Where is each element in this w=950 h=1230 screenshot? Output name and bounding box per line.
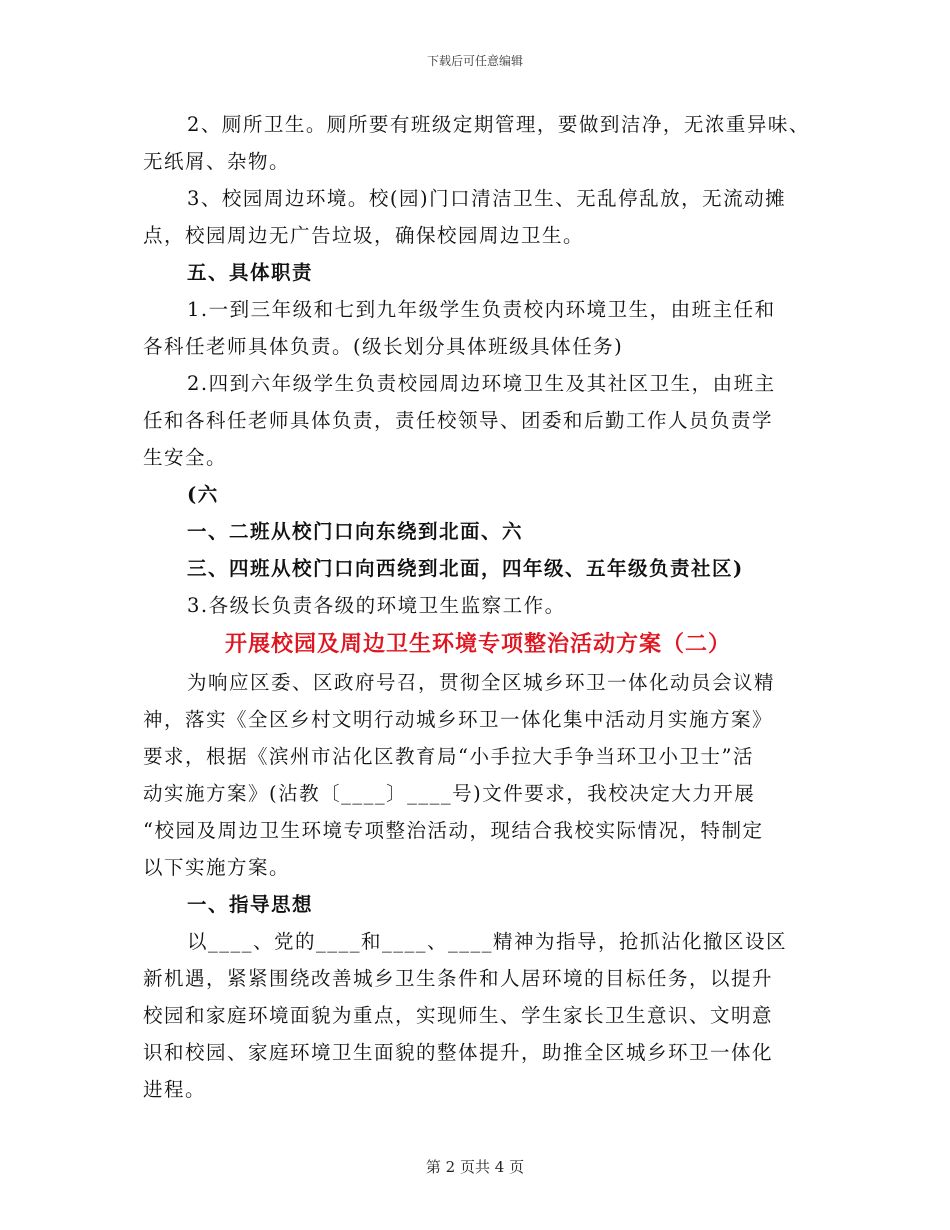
paragraph-surroundings-2: 点，校园周边无广告垃圾，确保校园周边卫生。 xyxy=(143,224,585,247)
paragraph-duty3: 3.各级长负责各级的环境卫生监察工作。 xyxy=(187,594,566,617)
paragraph-duty2-3: 生安全。 xyxy=(143,446,228,469)
paragraph-duty1-1: 1.一到三年级和七到九年级学生负责校内环境卫生，由班主任和 xyxy=(187,298,776,321)
paragraph-guiding-1: 以____、党的____和____、____精神为指导，抢抓沾化撤区设区 xyxy=(187,930,788,953)
paragraph-guiding-3: 校园和家庭环境面貌为重点，实现师生、学生家长卫生意识、文明意 xyxy=(143,1004,774,1027)
paragraph-intro-4: 动实施方案》(沾教〔____〕____号)文件要求，我校决定大力开展 xyxy=(143,782,756,805)
paragraph-intro-5: “校园及周边卫生环境专项整治活动，现结合我校实际情况，特制定 xyxy=(143,819,764,842)
paragraph-intro-1: 为响应区委、区政府号召，贯彻全区城乡环卫一体化动员会议精 xyxy=(187,671,776,694)
paragraph-guiding-5: 进程。 xyxy=(143,1078,207,1101)
paragraph-duty1-2: 各科任老师具体负责。(级长划分具体班级具体任务) xyxy=(143,335,624,358)
section-title: 开展校园及周边卫生环境专项整治活动方案（二） xyxy=(224,631,731,657)
document-body xyxy=(143,106,813,1108)
heading-guiding-thought: 一、指导思想 xyxy=(187,893,314,916)
paragraph-duty2-1: 2.四到六年级学生负责校园周边环境卫生及其社区卫生，由班主 xyxy=(187,372,776,395)
paragraph-guiding-2: 新机遇，紧紧围绕改善城乡卫生条件和人居环境的目标任务，以提升 xyxy=(143,967,774,990)
paragraph-toilet-2: 无纸屑、杂物。 xyxy=(143,150,291,173)
heading-duties: 五、具体职责 xyxy=(187,261,314,284)
paragraph-intro-3: 要求，根据《滨州市沾化区教育局“小手拉大手争当环卫小卫士”活 xyxy=(143,745,754,768)
paragraph-toilet-1: 2、厕所卫生。厕所要有班级定期管理，要做到洁净，无浓重异味、 xyxy=(187,113,810,136)
page-header: 下载后可任意编辑 xyxy=(426,54,523,68)
bold-line-1: (六 xyxy=(187,483,219,506)
paragraph-surroundings-1: 3、校园周边环境。校(园)门口清洁卫生、无乱停乱放，无流动摊 xyxy=(187,187,787,210)
paragraph-duty2-2: 任和各科任老师具体负责，责任校领导、团委和后勤工作人员负责学 xyxy=(143,409,774,432)
bold-line-2: 一、二班从校门口向东绕到北面、六 xyxy=(187,520,524,543)
paragraph-intro-6: 以下实施方案。 xyxy=(143,856,291,879)
page-footer: 第 2 页共 4 页 xyxy=(425,1158,525,1176)
paragraph-intro-2: 神，落实《全区乡村文明行动城乡环卫一体化集中活动月实施方案》 xyxy=(143,708,774,731)
bold-line-3: 三、四班从校门口向西绕到北面，四年级、五年级负责社区) xyxy=(187,557,744,580)
paragraph-guiding-4: 识和校园、家庭环境卫生面貌的整体提升，助推全区城乡环卫一体化 xyxy=(143,1041,774,1064)
